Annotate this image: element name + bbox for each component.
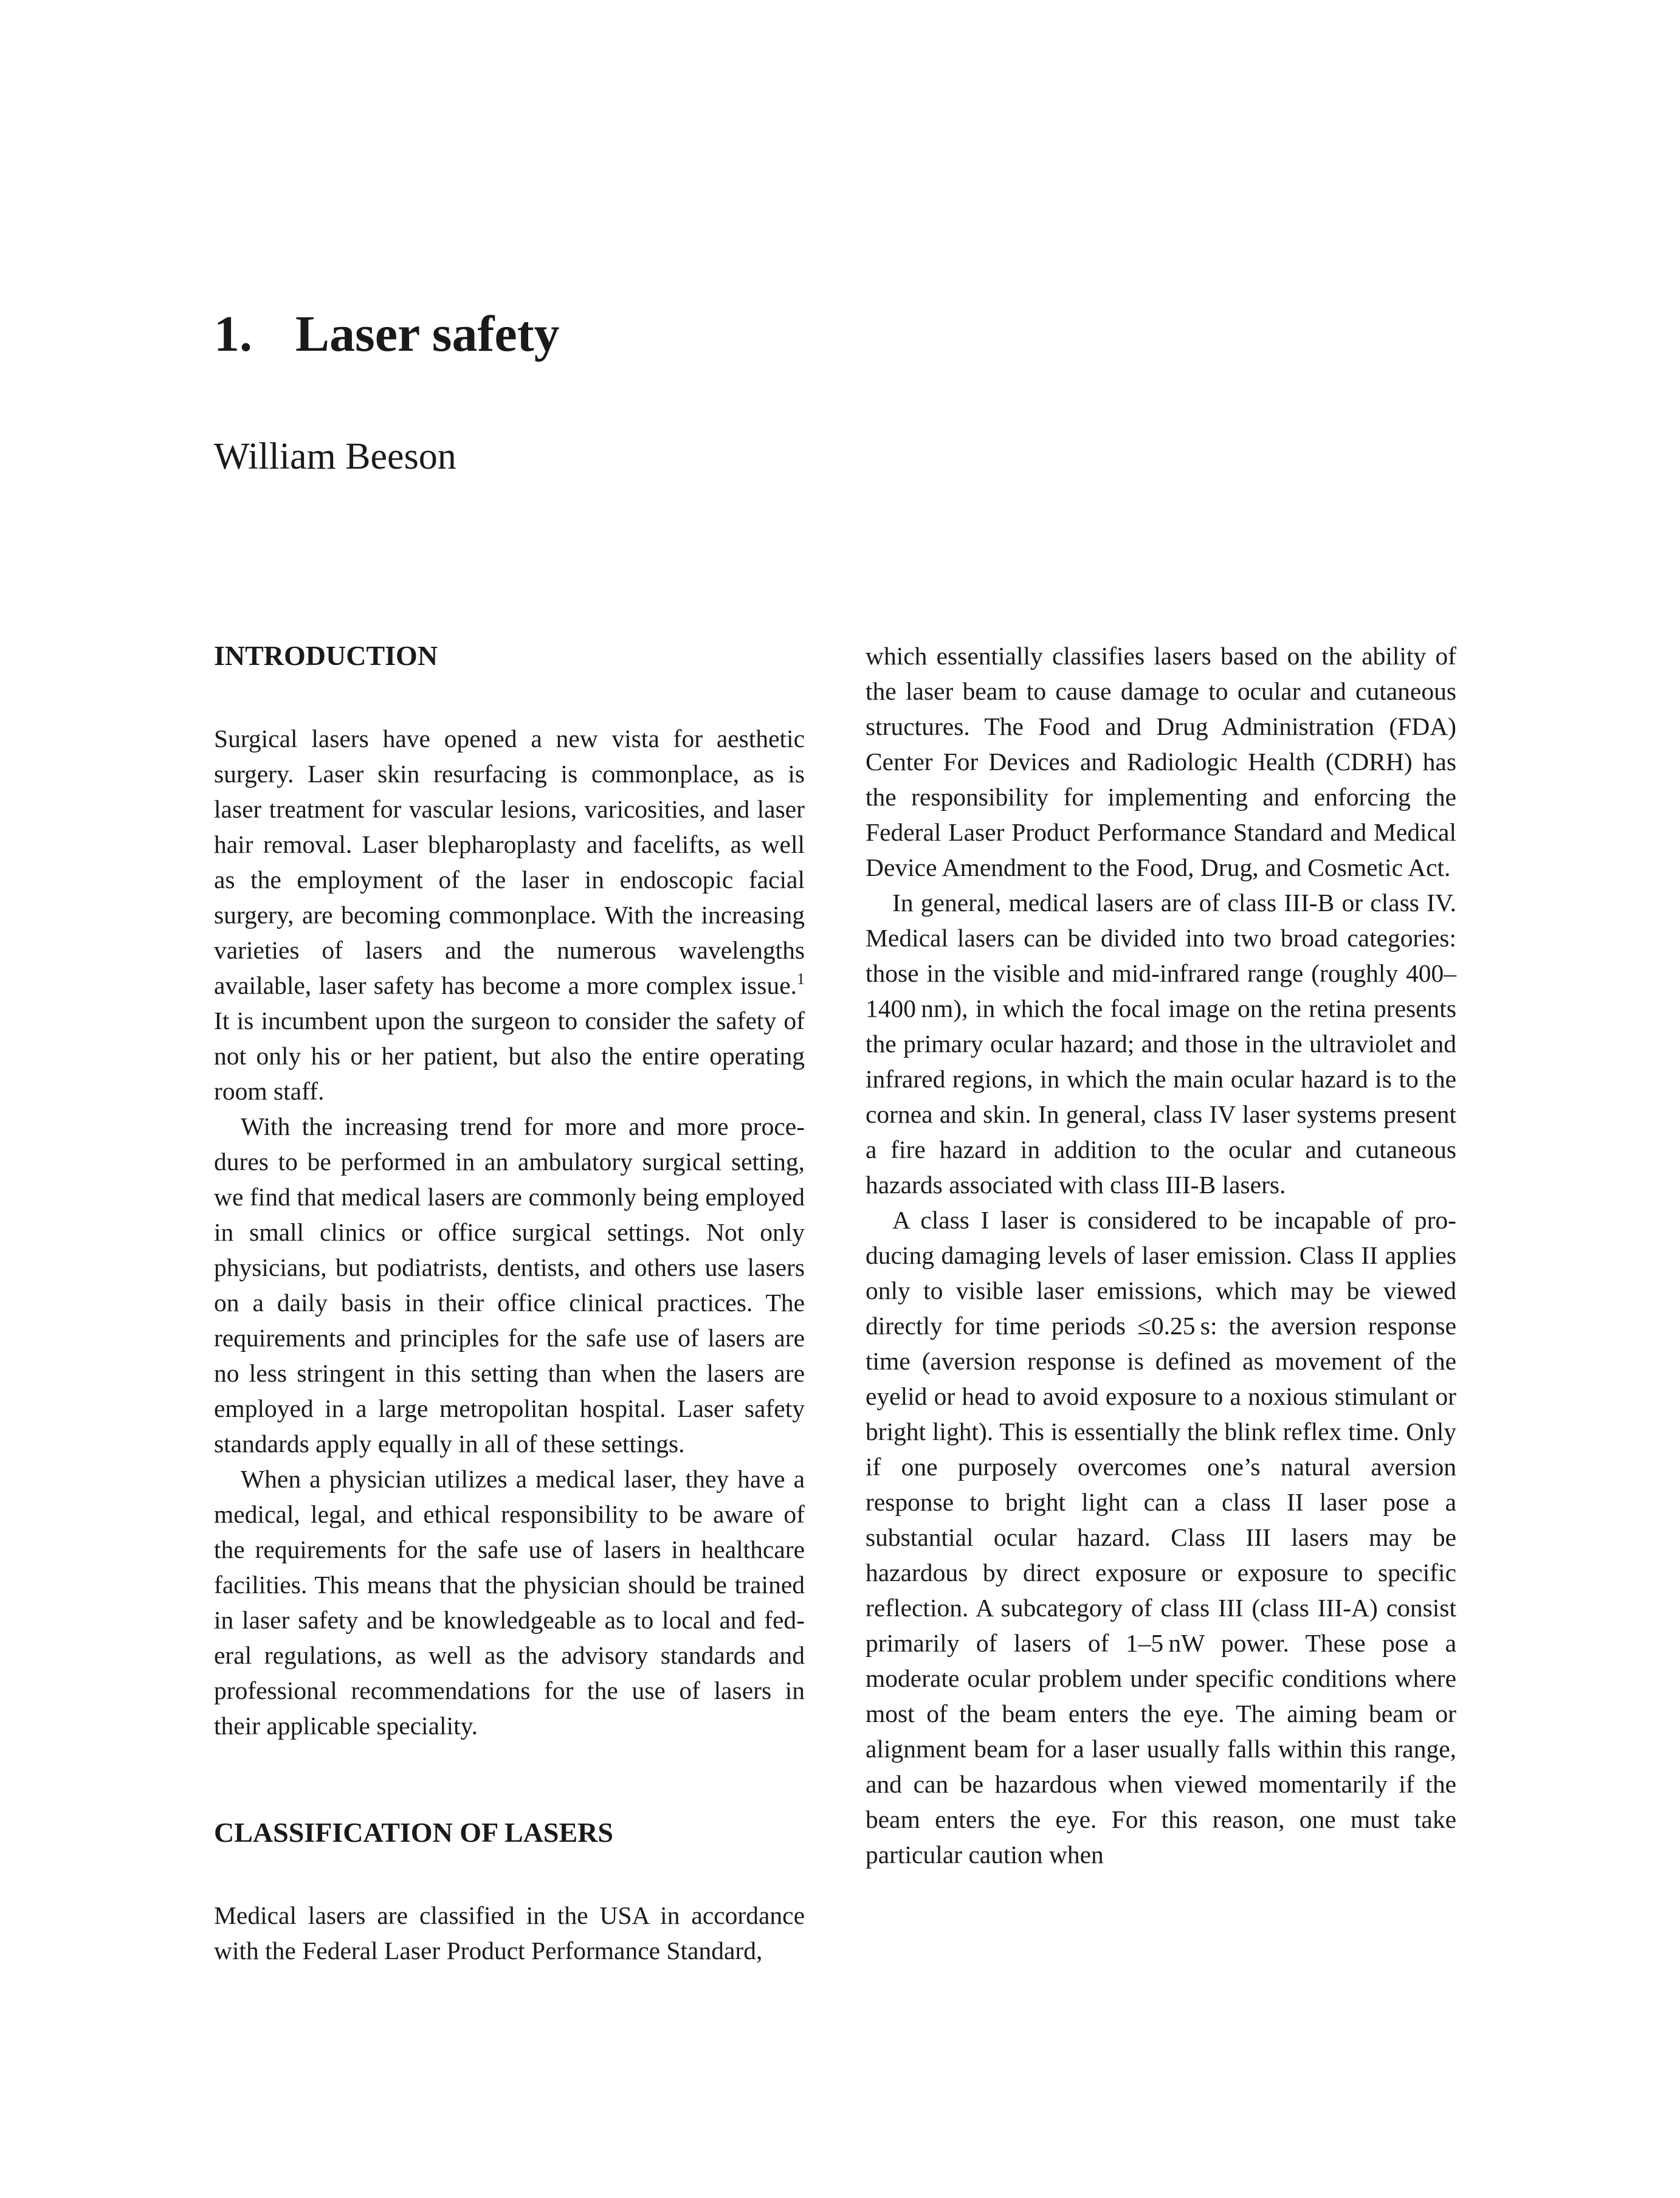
citation-reference: 1 (797, 970, 805, 988)
introduction-paragraph-2: With the increasing trend for more and more procedures to be performed in an ambulatory surgical setting, we find that medical lasers are commonly being employed in small clinics or office surgical settings. Not only physicians, but podiatrists, dentists, and others use lasers on a daily basis in their office clinical practices. The requirements and principles for the safe use of lasers are no less stringent in this setting than when the lasers are employed in a large metropolitan hospital. Laser safety standards apply equally in all of these settings. (214, 1112, 805, 1458)
introduction-paragraph-3: When a physician utilizes a medical laser, they have a medical, legal, and ethical responsibility to be aware of the requirements for the safe use of lasers in healthcare facilities. This means that the physician should be trained in laser safety and be knowledgeable as to local and federal regulations, as well as the advisory standards and professional recommendations for the use of lasers in their applicable speciality. (214, 1465, 805, 1740)
introduction-heading: INTRODUCTION (214, 640, 438, 671)
left-column (214, 638, 805, 1968)
introduction-paragraph-1-text-a: Surgical lasers have opened a new vista for aesthetic surgery. Laser skin resurfacing is commonplace, as is laser treatment for vascular lesions, varicosities, and laser hair removal. Laser blepharoplasty and facelifts, as well as the employment of the laser in endoscopic facial surgery, are becoming commonplace. With the increasing varieties of lasers and the numerous wavelengths available, laser safety has become a more complex issue. (214, 725, 805, 999)
chapter-author: William Beeson (214, 436, 456, 477)
classification-paragraph-3: A class I laser is considered to be incapable of producing damaging levels of laser emission. Class II applies only to visible laser emissions, which may be viewed directly for time periods ≤0.25 s: the aversion response time (aversion response is defined as movement of the eyelid or head to avoid exposure to a noxious stimulant or bright light). This is essentially the blink reflex time. Only if one purposely overcomes one’s natural aversion response to bright light can a class II laser pose a substantial ocular hazard. Class III lasers may be hazardous by direct exposure or exposure to specific reflection. A subcategory of class III (class III-A) consist primarily of lasers of 1–5 nW power. These pose a moderate ocular problem under specific conditions where most of the beam enters the eye. The aiming beam or alignment beam for a laser usually falls within this range, and can be hazardous when viewed momentarily if the beam enters the eye. For this reason, one must take particular caution when (866, 1206, 1456, 1869)
classification-paragraph-1: Medical lasers are classified in the USA in accordance with the Federal Laser Product Performance Standard, (214, 1901, 805, 1965)
chapter-title (214, 304, 560, 365)
right-column (866, 638, 1456, 1872)
classification-paragraph-2: In general, medical lasers are of class III-B or class IV. Medical lasers can be divided into two broad categories: those in the visible and mid-infrared range (roughly 400–1400 nm), in which the focal image on the retina presents the primary ocular hazard; and those in the ultraviolet and infrared regions, in which the main ocular hazard is to the cornea and skin. In general, class IV laser systems present a fire hazard in addition to the ocular and cutaneous hazards associated with class III-B lasers. (866, 889, 1456, 1199)
introduction-paragraph-1 (214, 721, 805, 1109)
classification-heading: CLASSIFICATION OF LASERS (214, 1817, 613, 1848)
classification-paragraph-1-continued: which essentially classifies lasers based on the ability of the laser beam to cause damage to ocular and cutaneous structures. The Food and Drug Administration (FDA) Center For Devices and Radiologic Health (CDRH) has the responsibility for implementing and enforcing the Federal Laser Product Performance Standard and Medical Device Amendment to the Food, Drug, and Cosmetic Act. (866, 642, 1456, 881)
classification-flow-start (214, 1898, 805, 1968)
introduction-paragraph-1-text-b: It is incumbent upon the surgeon to consider the safety of not only his or her patient, but also the entire operating room staff. (214, 1007, 805, 1105)
chapter-title-text: Laser safety (295, 306, 560, 362)
chapter-number: 1. (214, 306, 252, 362)
